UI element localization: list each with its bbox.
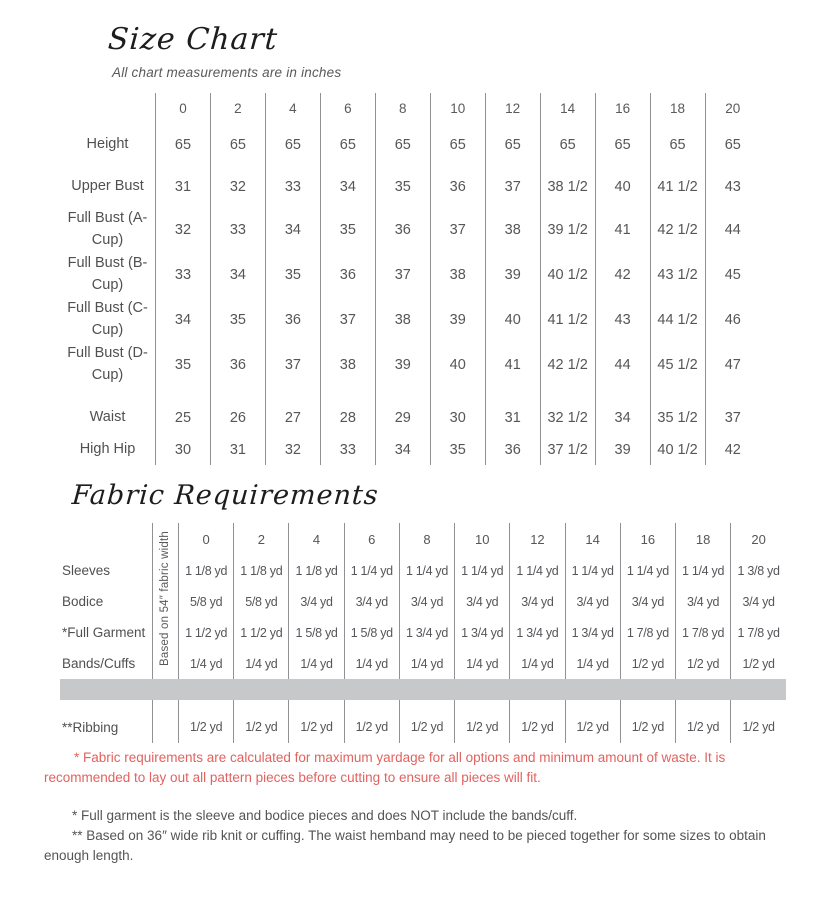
gap-cell [60, 387, 156, 401]
fabric-piece-label: Sleeves [62, 563, 111, 578]
gap-cell [153, 700, 179, 711]
yardage-value: 1 3/4 yd [399, 617, 454, 648]
measurement-value: 40 [485, 297, 540, 342]
measurement-label: Full Bust (B-Cup) [67, 255, 148, 293]
yardage-value: 1 7/8 yd [675, 617, 730, 648]
measurement-value: 36 [320, 252, 375, 297]
measurement-label: Waist [89, 409, 126, 426]
gap-cell [399, 700, 454, 711]
yardage-value: 1/4 yd [510, 648, 565, 679]
measurement-value: 37 1/2 [540, 435, 595, 465]
size-column-header: 0 [179, 523, 234, 555]
measurement-value: 35 [265, 252, 320, 297]
yardage-value: 1 5/8 yd [344, 617, 399, 648]
yardage-value: 3/4 yd [344, 586, 399, 617]
yardage-value: 1 5/8 yd [289, 617, 344, 648]
measurement-value: 33 [210, 207, 265, 252]
measurement-value: 32 [265, 435, 320, 465]
measurement-value: 65 [595, 123, 650, 167]
size-column-header: 18 [650, 93, 705, 123]
yardage-value: 3/4 yd [565, 586, 620, 617]
measurement-value: 44 [595, 342, 650, 387]
size-column-header: 6 [320, 93, 375, 123]
yardage-value: 1/2 yd [565, 711, 620, 743]
measurement-value: 36 [265, 297, 320, 342]
yardage-value: 1/4 yd [565, 648, 620, 679]
size-chart-subtitle: All chart measurements are in inches [112, 65, 342, 80]
measurement-value: 39 1/2 [540, 207, 595, 252]
size-chart-row [60, 123, 760, 167]
measurement-value: 43 [705, 167, 760, 207]
yardage-value: 3/4 yd [399, 586, 454, 617]
gap-cell [156, 387, 211, 401]
measurement-value: 29 [375, 401, 430, 435]
fabric-row [60, 711, 786, 743]
yardage-value: 1 1/2 yd [179, 617, 234, 648]
yardage-value: 1 3/8 yd [731, 555, 786, 586]
size-column-header: 20 [731, 523, 786, 555]
measurement-value: 41 [595, 207, 650, 252]
measurement-value: 41 [485, 342, 540, 387]
ribbing-note: ** Based on 36″ wide rib knit or cuffing. The waist hemband may need to be pieced together for some sizes to obtain enough length. [44, 828, 766, 863]
yardage-value: 1/2 yd [620, 648, 675, 679]
gap-cell [485, 387, 540, 401]
measurement-label: Full Bust (A-Cup) [67, 210, 148, 248]
measurement-value: 37 [375, 252, 430, 297]
measurement-value: 65 [650, 123, 705, 167]
measurement-value: 37 [485, 167, 540, 207]
size-column-header: 14 [540, 93, 595, 123]
yardage-value: 1/2 yd [675, 648, 730, 679]
fabric-requirements-table [60, 523, 786, 743]
yardage-value: 1 1/4 yd [620, 555, 675, 586]
divider-bar-row [60, 679, 786, 700]
measurement-value: 38 [485, 207, 540, 252]
yardage-value: 1 1/4 yd [344, 555, 399, 586]
gap-cell [210, 387, 265, 401]
gap-cell [320, 387, 375, 401]
yardage-value: 1/2 yd [179, 711, 234, 743]
measurement-value: 36 [485, 435, 540, 465]
yardage-value: 1 1/4 yd [399, 555, 454, 586]
measurement-value: 42 [705, 435, 760, 465]
fabric-piece-label: Bodice [62, 594, 104, 609]
gap-cell [675, 700, 730, 711]
yardage-value: 1/4 yd [455, 648, 510, 679]
measurement-value: 34 [156, 297, 211, 342]
size-chart-gap-row [60, 387, 760, 401]
size-chart-table [60, 93, 760, 465]
size-chart-row [60, 401, 760, 435]
gap-cell [510, 700, 565, 711]
measurement-value: 34 [375, 435, 430, 465]
size-column-header: 10 [455, 523, 510, 555]
measurement-value: 65 [375, 123, 430, 167]
measurement-value: 32 1/2 [540, 401, 595, 435]
size-chart-row [60, 297, 760, 342]
measurement-label: Upper Bust [71, 178, 144, 195]
measurement-value: 45 1/2 [650, 342, 705, 387]
divider-bar [60, 679, 786, 700]
yardage-value: 1 3/4 yd [455, 617, 510, 648]
size-column-header: 8 [399, 523, 454, 555]
measurement-value: 27 [265, 401, 320, 435]
measurement-value: 44 [705, 207, 760, 252]
measurement-value: 65 [265, 123, 320, 167]
measurement-value: 30 [156, 435, 211, 465]
measurement-value: 40 1/2 [650, 435, 705, 465]
yardage-value: 1 1/8 yd [289, 555, 344, 586]
fabric-header-row [60, 523, 786, 555]
measurement-value: 35 [210, 297, 265, 342]
measurement-value: 65 [705, 123, 760, 167]
yardage-value: 1/4 yd [234, 648, 289, 679]
yardage-value: 1/2 yd [731, 711, 786, 743]
gap-cell [731, 700, 786, 711]
fabric-header-spacer [60, 523, 153, 555]
measurement-value: 43 [595, 297, 650, 342]
measurement-value: 26 [210, 401, 265, 435]
size-chart-row [60, 207, 760, 252]
size-column-header: 12 [510, 523, 565, 555]
measurement-value: 41 1/2 [540, 297, 595, 342]
size-chart-row [60, 342, 760, 387]
yardage-value: 1 7/8 yd [620, 617, 675, 648]
yardage-value: 1 1/2 yd [234, 617, 289, 648]
size-column-header: 14 [565, 523, 620, 555]
yardage-value: 1 1/4 yd [565, 555, 620, 586]
measurement-value: 31 [156, 167, 211, 207]
size-column-header: 20 [705, 93, 760, 123]
measurement-value: 40 1/2 [540, 252, 595, 297]
yardage-value: 3/4 yd [289, 586, 344, 617]
yardage-value: 1/2 yd [455, 711, 510, 743]
yardage-value: 3/4 yd [620, 586, 675, 617]
fabric-yardage-note: * Fabric requirements are calculated for maximum yardage for all options and minimum amount of waste. It is recommended to lay out all pattern pieces before cutting to ensure all pieces will fit. [44, 750, 726, 785]
fabric-width-note: Based on 54″ fabric width [158, 530, 171, 666]
measurement-value: 38 [320, 342, 375, 387]
measurement-value: 39 [430, 297, 485, 342]
yardage-value: 1/2 yd [620, 711, 675, 743]
size-chart-title: Size Chart [106, 22, 280, 57]
measurement-value: 39 [375, 342, 430, 387]
measurement-value: 36 [210, 342, 265, 387]
size-column-header: 0 [156, 93, 211, 123]
measurement-value: 43 1/2 [650, 252, 705, 297]
measurement-value: 34 [265, 207, 320, 252]
yardage-value: 1/4 yd [289, 648, 344, 679]
yardage-value: 1/4 yd [344, 648, 399, 679]
measurement-value: 65 [320, 123, 375, 167]
measurement-value: 31 [210, 435, 265, 465]
size-column-header: 16 [595, 93, 650, 123]
measurement-label: Full Bust (D-Cup) [67, 345, 148, 383]
measurement-value: 46 [705, 297, 760, 342]
measurement-value: 34 [210, 252, 265, 297]
yardage-value: 1 3/4 yd [510, 617, 565, 648]
fabric-width-note-cell [153, 523, 179, 679]
yardage-value: 1 1/4 yd [510, 555, 565, 586]
measurement-value: 37 [430, 207, 485, 252]
measurement-value: 31 [485, 401, 540, 435]
yardage-value: 1 1/8 yd [179, 555, 234, 586]
size-column-header: 2 [234, 523, 289, 555]
yardage-value: 1/2 yd [289, 711, 344, 743]
measurement-value: 35 1/2 [650, 401, 705, 435]
measurement-value: 42 1/2 [650, 207, 705, 252]
yardage-value: 3/4 yd [510, 586, 565, 617]
measurement-value: 45 [705, 252, 760, 297]
full-garment-note: * Full garment is the sleeve and bodice pieces and does NOT include the bands/cuff. [72, 808, 578, 823]
measurement-value: 65 [430, 123, 485, 167]
gap-cell [344, 700, 399, 711]
gap-cell [650, 387, 705, 401]
measurement-value: 32 [156, 207, 211, 252]
measurement-value: 39 [595, 435, 650, 465]
yardage-value: 1/2 yd [234, 711, 289, 743]
gap-cell [179, 700, 234, 711]
measurement-value: 37 [320, 297, 375, 342]
gap-cell [430, 387, 485, 401]
size-column-header: 16 [620, 523, 675, 555]
size-chart-header-spacer [60, 93, 156, 123]
measurement-value: 33 [265, 167, 320, 207]
measurement-value: 42 [595, 252, 650, 297]
yardage-value: 1 1/4 yd [675, 555, 730, 586]
measurement-value: 37 [705, 401, 760, 435]
yardage-value: 3/4 yd [675, 586, 730, 617]
measurement-value: 34 [320, 167, 375, 207]
size-chart-row [60, 435, 760, 465]
size-chart-row [60, 167, 760, 207]
size-chart-row [60, 252, 760, 297]
gap-cell [265, 387, 320, 401]
yardage-value: 1/2 yd [675, 711, 730, 743]
yardage-value: 1/2 yd [510, 711, 565, 743]
measurement-value: 35 [156, 342, 211, 387]
measurement-label: Full Bust (C-Cup) [67, 300, 148, 338]
gap-cell [595, 387, 650, 401]
yardage-value: 1/2 yd [399, 711, 454, 743]
size-column-header: 18 [675, 523, 730, 555]
measurement-label: Height [86, 136, 129, 153]
measurement-value: 30 [430, 401, 485, 435]
yardage-value: 1 1/8 yd [234, 555, 289, 586]
measurement-value: 35 [320, 207, 375, 252]
size-chart-header-row [60, 93, 760, 123]
gap-cell [455, 700, 510, 711]
gap-cell [289, 700, 344, 711]
yardage-value: 1 3/4 yd [565, 617, 620, 648]
measurement-value: 36 [430, 167, 485, 207]
measurement-value: 32 [210, 167, 265, 207]
measurement-value: 33 [156, 252, 211, 297]
measurement-value: 33 [320, 435, 375, 465]
measurement-value: 65 [485, 123, 540, 167]
yardage-value: 3/4 yd [731, 586, 786, 617]
measurement-value: 47 [705, 342, 760, 387]
measurement-value: 38 [430, 252, 485, 297]
measurement-value: 25 [156, 401, 211, 435]
yardage-value: 1/4 yd [399, 648, 454, 679]
measurement-value: 65 [210, 123, 265, 167]
size-column-header: 4 [289, 523, 344, 555]
measurement-value: 37 [265, 342, 320, 387]
size-column-header: 4 [265, 93, 320, 123]
empty-cell [153, 711, 179, 743]
measurement-value: 28 [320, 401, 375, 435]
yardage-value: 5/8 yd [234, 586, 289, 617]
size-column-header: 2 [210, 93, 265, 123]
size-column-header: 12 [485, 93, 540, 123]
footnotes [44, 806, 766, 866]
yardage-value: 1/2 yd [731, 648, 786, 679]
measurement-value: 39 [485, 252, 540, 297]
size-column-header: 6 [344, 523, 399, 555]
measurement-value: 42 1/2 [540, 342, 595, 387]
measurement-label: High Hip [79, 441, 136, 458]
fabric-piece-label: **Ribbing [62, 719, 119, 735]
measurement-value: 38 [375, 297, 430, 342]
yardage-value: 1/4 yd [179, 648, 234, 679]
yardage-value: 5/8 yd [179, 586, 234, 617]
yardage-value: 1/2 yd [344, 711, 399, 743]
fabric-requirements-title: Fabric Requirements [70, 480, 380, 511]
gap-cell [540, 387, 595, 401]
fabric-piece-label: Bands/Cuffs [62, 656, 136, 671]
gap-cell [705, 387, 760, 401]
measurement-value: 35 [375, 167, 430, 207]
gap-cell [375, 387, 430, 401]
fabric-spacer-row [60, 700, 786, 711]
measurement-value: 35 [430, 435, 485, 465]
measurement-value: 41 1/2 [650, 167, 705, 207]
size-column-header: 10 [430, 93, 485, 123]
yardage-value: 1 1/4 yd [455, 555, 510, 586]
gap-cell [565, 700, 620, 711]
measurement-value: 38 1/2 [540, 167, 595, 207]
gap-cell [234, 700, 289, 711]
size-column-header: 8 [375, 93, 430, 123]
fabric-piece-label: *Full Garment [62, 625, 146, 640]
measurement-value: 40 [430, 342, 485, 387]
measurement-value: 40 [595, 167, 650, 207]
measurement-value: 65 [540, 123, 595, 167]
measurement-value: 34 [595, 401, 650, 435]
measurement-value: 44 1/2 [650, 297, 705, 342]
gap-cell [60, 700, 153, 711]
measurement-value: 65 [156, 123, 211, 167]
gap-cell [620, 700, 675, 711]
measurement-value: 36 [375, 207, 430, 252]
yardage-value: 1 7/8 yd [731, 617, 786, 648]
yardage-value: 3/4 yd [455, 586, 510, 617]
